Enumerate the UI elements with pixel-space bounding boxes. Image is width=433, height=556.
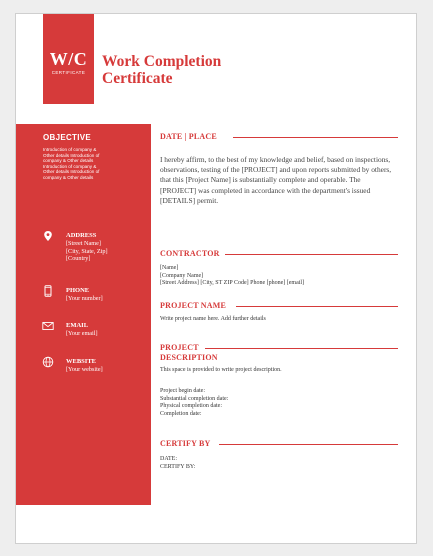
date-line: Substantial completion date: [160,395,229,402]
certificate-page [15,13,417,544]
affirmation-paragraph: I hereby affirm, to the best of my knowledge and belief, based on inspections, observations, testing of the [PROJECT] and upon reports submitted by others, that this [Project Name] is substantially complete and operable. The [PROJECT] was completed in accordance with the department's issued [DETAILS] permit. [160,155,392,205]
address-line: [Street Name] [66,240,101,247]
website-line: [Your website] [66,366,103,373]
email-label: EMAIL [66,322,89,329]
section-rule [225,254,398,255]
address-line: [City, State, Zip] [66,247,108,255]
objective-line: Other details Introduction of [43,169,100,175]
objective-line: Introduction of company & [43,163,97,169]
project-dates [160,388,400,418]
section-rule [236,306,398,307]
logo-subtitle: CERTIFICATE [51,70,86,75]
date-line: Physical completion date: [160,403,222,410]
contractor-line: [Street Address] [City, ST ZIP Code] Phone [phone] [email] [160,280,305,287]
address-label: ADDRESS [66,232,97,239]
project-name-heading: PROJECT NAME [160,301,227,310]
phone-icon [42,285,54,297]
title-line-1: Work Completion [102,53,222,70]
project-name-text: Write project name here. Add further details [160,316,266,322]
address-value [66,240,108,263]
location-pin-icon [42,230,54,242]
globe-icon [42,356,54,368]
section-rule [219,444,398,445]
certify-line: CERTIFY BY: [160,463,196,470]
phone-line: [Your number] [66,295,103,302]
date-line: Completion date: [160,410,202,417]
date-line: Project begin date: [160,388,205,394]
certify-heading: CERTIFY BY [160,439,211,448]
objective-line: company & Other details [43,174,94,180]
document-title [102,53,302,87]
contractor-line: [Name] [160,265,179,271]
contractor-details [160,265,400,288]
logo-monogram: W/C [49,49,88,69]
section-rule [233,137,398,138]
objective-heading: OBJECTIVE [43,133,92,142]
envelope-icon [42,320,54,332]
logo-block [43,14,94,104]
phone-value [66,295,103,303]
objective-line: Other details Introduction of [43,152,100,158]
contractor-line: [Company Name] [160,272,204,279]
contractor-heading: CONTRACTOR [160,249,220,258]
objective-line: company & Other details [43,158,94,164]
project-description-heading [160,343,218,363]
section-rule [205,348,398,349]
address-line: [Country] [66,255,91,263]
website-label: WEBSITE [66,358,96,365]
date-place-heading: DATE | PLACE [160,132,217,141]
objective-line: Introduction of company & [43,147,97,152]
title-line-2: Certificate [102,70,173,87]
email-value [66,330,98,338]
objective-text [43,147,143,181]
website-value [66,366,103,374]
project-description-text: This space is provided to write project description. [160,367,282,373]
certify-details [160,456,400,471]
sidebar [16,124,151,505]
certify-line: DATE: [160,456,177,462]
phone-label: PHONE [66,287,90,294]
email-line: [Your email] [66,330,98,337]
heading-line: DESCRIPTION [160,353,218,362]
heading-line: PROJECT [160,343,199,352]
